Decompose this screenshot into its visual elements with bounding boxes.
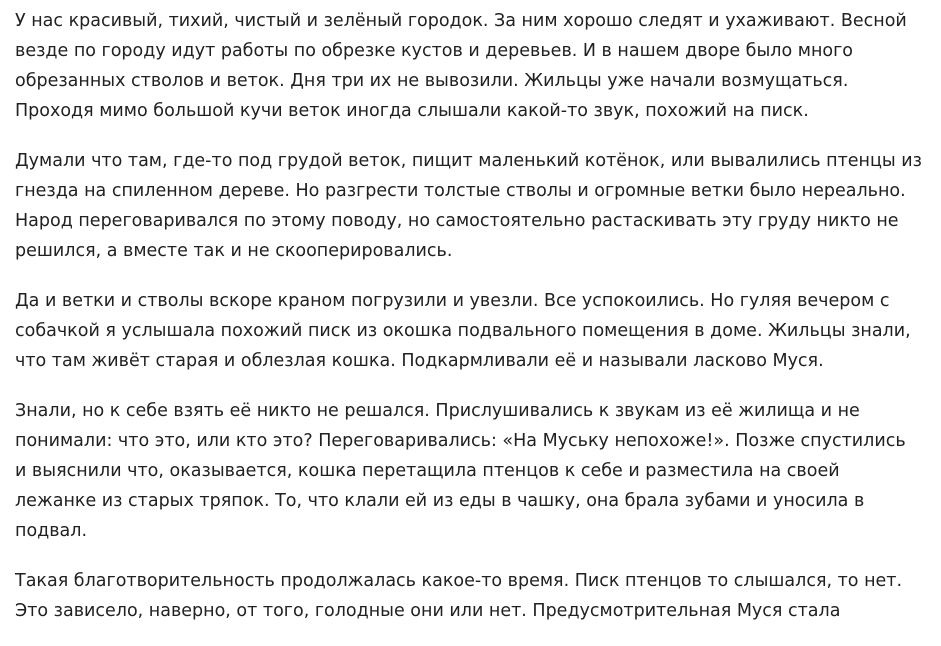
text-line: Знали, но к себе взять её никто не решался. Прислушивались к звукам из её жилища и не [15, 401, 860, 421]
paragraph-2 [15, 146, 933, 266]
text-line: и выяснили что, оказывается, кошка перетащила птенцов к себе и разместила на своей [15, 461, 840, 481]
article-body [15, 6, 933, 646]
paragraph-4 [15, 396, 933, 546]
text-line: Проходя мимо большой кучи веток иногда слышали какой-то звук, похожий на писк. [15, 101, 809, 121]
text-line: Да и ветки и стволы вскоре краном погрузили и увезли. Все успокоились. Но гуляя вечером с [15, 291, 890, 311]
text-line: Такая благотворительность продолжалась какое-то время. Писк птенцов то слышался, то нет. [15, 571, 903, 591]
text-line: везде по городу идут работы по обрезке кустов и деревьев. И в нашем дворе было много [15, 41, 853, 61]
text-line: обрезанных стволов и веток. Дня три их не вывозили. Жильцы уже начали возмущаться. [15, 71, 849, 91]
text-line: понимали: что это, или кто это? Переговаривались: «На Муську непохоже!». Позже спустились [15, 431, 906, 451]
paragraph-1 [15, 6, 933, 126]
text-line: Это зависело, наверно, от того, голодные они или нет. Предусмотрительная Муся стала [15, 601, 841, 621]
text-line: У нас красивый, тихий, чистый и зелёный городок. За ним хорошо следят и ухаживают. Весной [15, 11, 907, 31]
text-line: Народ переговаривался по этому поводу, но самостоятельно растаскивать эту груду никто не [15, 211, 899, 231]
text-line: Думали что там, где-то под грудой веток, пищит маленький котёнок, или вывалились птенцы из [15, 151, 922, 171]
text-line: собачкой я услышала похожий писк из окошка подвального помещения в доме. Жильцы знали, [15, 321, 911, 341]
text-line: решился, а вместе так и не скооперировались. [15, 241, 453, 261]
text-line: подвал. [15, 521, 88, 541]
text-line: что там живёт старая и облезлая кошка. Подкармливали её и называли ласково Муся. [15, 351, 824, 371]
text-line: лежанке из старых тряпок. То, что клали ей из еды в чашку, она брала зубами и уносила в [15, 491, 865, 511]
text-line: гнезда на спиленном дереве. Но разгрести толстые стволы и огромные ветки было нереально. [15, 181, 906, 201]
paragraph-3 [15, 286, 933, 376]
paragraph-5 [15, 566, 933, 626]
